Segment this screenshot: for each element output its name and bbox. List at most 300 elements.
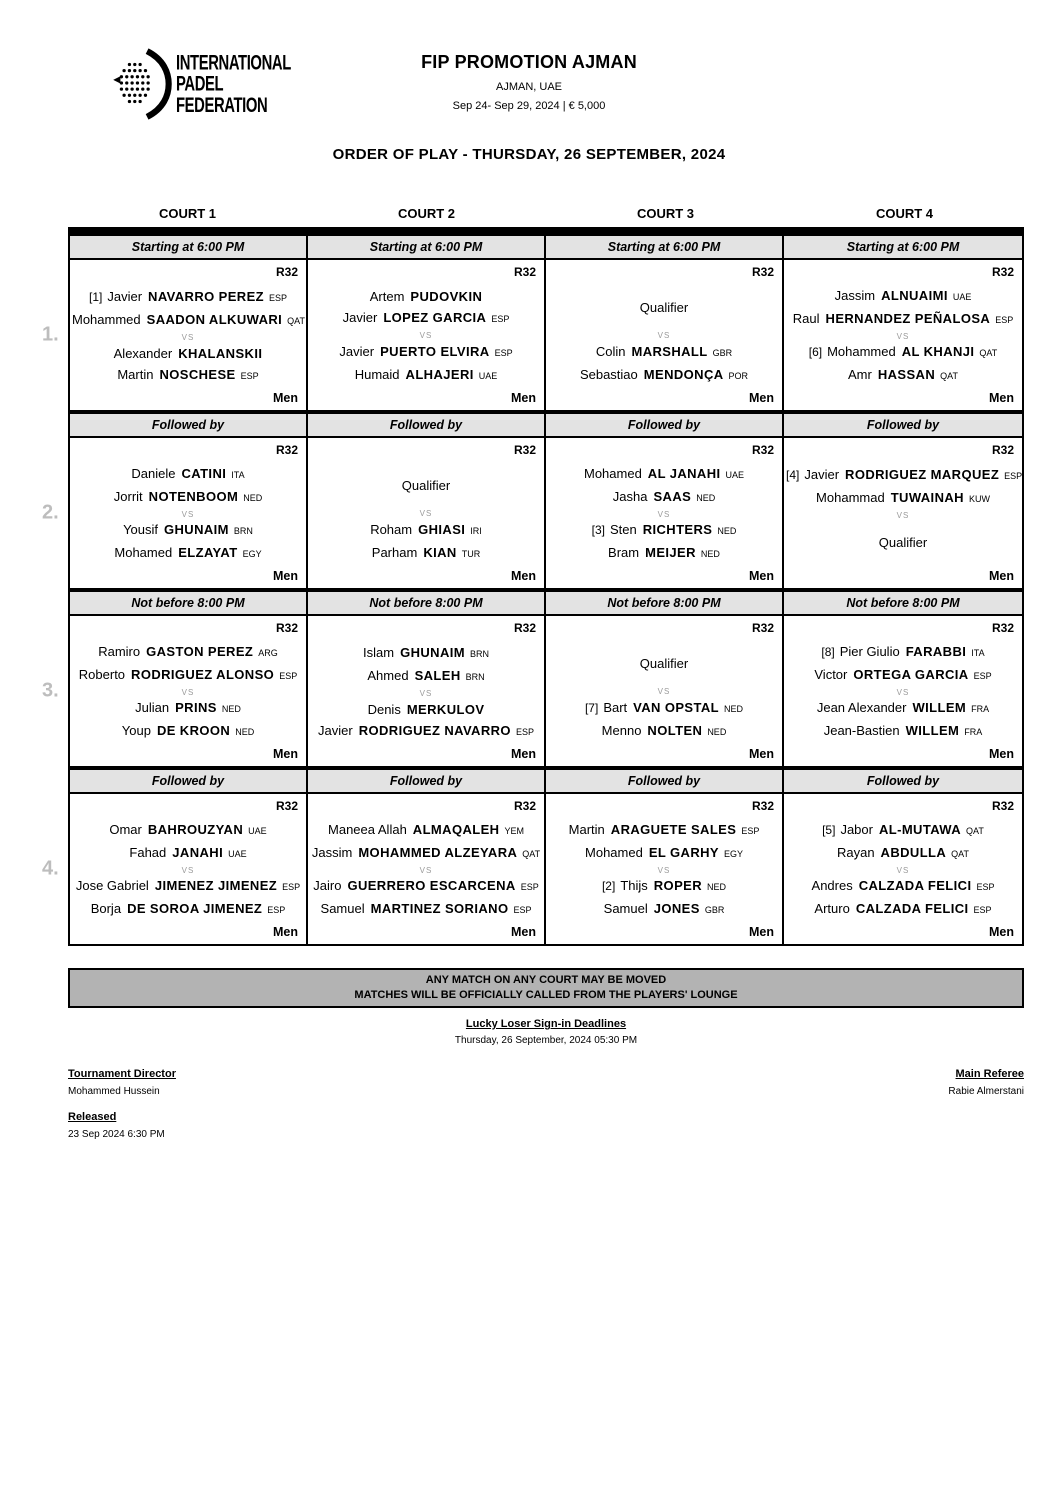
time-header-row bbox=[68, 590, 1024, 616]
round-label: R32 bbox=[275, 443, 298, 457]
time-header-cell: Starting at 6:00 PM bbox=[846, 240, 960, 254]
player-first-name: Parham bbox=[371, 544, 418, 560]
player-line bbox=[72, 309, 304, 332]
player-line bbox=[72, 519, 304, 542]
match-cell-court-1 bbox=[70, 616, 308, 766]
player-first-name: Mohamed bbox=[583, 465, 642, 481]
player-last-name: ALNUAIMI bbox=[881, 287, 948, 303]
schedule-table bbox=[42, 206, 1024, 1140]
player-line bbox=[548, 842, 780, 865]
team-2 bbox=[786, 521, 1020, 565]
player-last-name: RODRIGUEZ NAVARRO bbox=[358, 722, 511, 738]
player-last-name: GHIASI bbox=[418, 521, 466, 537]
time-header-cell: Followed by bbox=[866, 774, 940, 788]
match-cell-court-4 bbox=[784, 438, 1022, 588]
player-last-name: MENDONÇA bbox=[643, 366, 724, 382]
player-country-code: ESP bbox=[995, 314, 1014, 325]
match-cell-court-3 bbox=[546, 438, 784, 588]
player-last-name: ROPER bbox=[653, 878, 702, 894]
player-line bbox=[548, 720, 780, 743]
player-line bbox=[72, 486, 304, 509]
team-2 bbox=[786, 876, 1020, 922]
court-title-1: COURT 1 bbox=[158, 206, 217, 221]
player-country-code: GBR bbox=[704, 905, 725, 916]
notice-line: ANY MATCH ON ANY COURT MAY BE MOVED bbox=[425, 974, 667, 986]
player-line bbox=[310, 542, 542, 565]
player-country-code: BRN bbox=[469, 648, 489, 659]
player-first-name: Samuel bbox=[603, 901, 648, 917]
row-number: 2. bbox=[42, 501, 59, 524]
player-line bbox=[72, 664, 304, 687]
player-country-code: FRA bbox=[971, 704, 990, 715]
player-country-code: EGY bbox=[242, 549, 262, 560]
category-label: Men bbox=[989, 925, 1014, 939]
player-line bbox=[310, 875, 542, 898]
officials-footer bbox=[68, 1068, 1024, 1140]
team-1 bbox=[310, 642, 542, 688]
round-label: R32 bbox=[513, 799, 536, 813]
vs-label: VS bbox=[657, 686, 671, 696]
player-country-code: ITA bbox=[231, 469, 245, 480]
player-line bbox=[548, 364, 780, 387]
player-line bbox=[786, 308, 1020, 331]
tournament-director-label: Tournament Director bbox=[68, 1068, 176, 1080]
team-2 bbox=[786, 342, 1020, 388]
player-first-name: Jassim bbox=[311, 844, 353, 860]
schedule-section-3 bbox=[42, 590, 1024, 768]
player-first-name: Yousif bbox=[123, 522, 158, 538]
player-country-code: NED bbox=[696, 492, 716, 503]
released-label: Released bbox=[68, 1111, 117, 1123]
match-row-3 bbox=[42, 616, 1024, 768]
match-teams bbox=[310, 641, 542, 743]
player-first-name: Rayan bbox=[836, 844, 875, 860]
time-header-cell: Followed by bbox=[546, 414, 784, 436]
player-country-code: UAE bbox=[725, 469, 745, 480]
match-cell-court-3 bbox=[546, 794, 784, 944]
category-label: Men bbox=[273, 747, 298, 761]
court-titles-row bbox=[68, 206, 1024, 227]
player-line bbox=[310, 720, 542, 743]
player-last-name: CALZADA FELICI bbox=[855, 901, 969, 917]
order-of-play-title: ORDER OF PLAY - THURSDAY, 26 SEPTEMBER, 2024 bbox=[332, 146, 726, 163]
player-country-code: EGY bbox=[723, 848, 743, 859]
player-last-name: HASSAN bbox=[877, 367, 936, 383]
player-last-name: ALMAQALEH bbox=[412, 821, 500, 837]
player-first-name: Javier bbox=[339, 343, 375, 359]
player-country-code: UAE bbox=[228, 848, 247, 859]
round-label: R32 bbox=[275, 799, 298, 813]
player-last-name: FARABBI bbox=[905, 643, 967, 659]
player-last-name: GHUNAIM bbox=[164, 522, 229, 538]
player-first-name: Artem bbox=[369, 288, 405, 304]
player-last-name: SALEH bbox=[414, 667, 461, 683]
player-last-name: ORTEGA GARCIA bbox=[853, 666, 969, 682]
player-line bbox=[72, 875, 304, 898]
player-first-name: Raul bbox=[792, 310, 820, 326]
player-line bbox=[72, 542, 304, 565]
player-line bbox=[548, 898, 780, 921]
player-first-name: Arturo bbox=[814, 901, 850, 917]
match-cell-court-4 bbox=[784, 616, 1022, 766]
player-line bbox=[72, 720, 304, 743]
player-first-name: Thijs bbox=[620, 878, 648, 894]
team-2 bbox=[310, 341, 542, 387]
category-label: Men bbox=[749, 391, 774, 405]
player-last-name: RICHTERS bbox=[642, 522, 713, 538]
player-country-code: TUR bbox=[461, 548, 481, 559]
event-header bbox=[0, 52, 1058, 112]
player-line bbox=[548, 341, 780, 364]
player-last-name: WILLEM bbox=[905, 723, 960, 739]
player-country-code: ESP bbox=[520, 882, 539, 893]
vs-label: VS bbox=[419, 508, 433, 518]
player-last-name: MARSHALL bbox=[631, 343, 708, 359]
player-country-code: QAT bbox=[522, 848, 541, 859]
player-first-name: Bram bbox=[608, 545, 640, 561]
player-country-code: GBR bbox=[712, 347, 733, 358]
player-first-name: Javier bbox=[318, 722, 353, 738]
team-2 bbox=[72, 876, 304, 922]
qualifier-placeholder: Qualifier bbox=[401, 478, 451, 493]
vs-label: VS bbox=[181, 865, 195, 875]
match-teams bbox=[786, 285, 1020, 387]
player-last-name: SAADON ALKUWARI bbox=[146, 311, 283, 327]
player-first-name: Mohammed bbox=[827, 344, 896, 360]
player-first-name: Mohamed bbox=[114, 545, 173, 561]
player-first-name: Youp bbox=[121, 723, 151, 739]
team-1 bbox=[786, 641, 1020, 687]
logo-text-line: INTERNATIONAL bbox=[176, 50, 291, 75]
player-country-code: KUW bbox=[968, 493, 990, 504]
team-1 bbox=[786, 285, 1020, 331]
player-country-code: QAT bbox=[966, 825, 984, 836]
player-first-name: Jabor bbox=[840, 821, 873, 837]
player-first-name: Menno bbox=[601, 722, 642, 738]
match-row-2 bbox=[42, 438, 1024, 590]
vs-label: VS bbox=[419, 688, 433, 698]
vs-label: VS bbox=[896, 331, 910, 341]
player-first-name: Jasha bbox=[612, 488, 648, 504]
round-label: R32 bbox=[991, 443, 1014, 457]
player-first-name: Sebastiao bbox=[579, 366, 638, 382]
player-seed: [7] bbox=[584, 700, 599, 715]
player-last-name: KHALANSKII bbox=[178, 345, 263, 361]
category-label: Men bbox=[749, 569, 774, 583]
player-seed: [1] bbox=[89, 289, 103, 304]
player-last-name: BAHROUZYAN bbox=[147, 821, 244, 837]
player-first-name: Humaid bbox=[354, 366, 400, 382]
match-teams bbox=[786, 819, 1020, 921]
player-first-name: Mohammad bbox=[816, 489, 885, 505]
player-line bbox=[72, 364, 304, 387]
player-last-name: KIAN bbox=[423, 544, 457, 560]
player-last-name: GUERRERO ESCARCENA bbox=[347, 878, 516, 894]
match-teams bbox=[310, 819, 542, 921]
player-last-name: WILLEM bbox=[912, 700, 967, 716]
player-last-name: DE SOROA JIMENEZ bbox=[127, 901, 263, 917]
logo-text-line: FEDERATION bbox=[176, 93, 268, 118]
player-first-name: Julian bbox=[135, 700, 170, 716]
player-first-name: Martin bbox=[117, 366, 154, 382]
player-country-code: QAT bbox=[287, 315, 305, 326]
round-label: R32 bbox=[751, 621, 774, 635]
player-last-name: RODRIGUEZ ALONSO bbox=[131, 666, 275, 682]
player-seed: [3] bbox=[591, 523, 605, 538]
player-country-code: QAT bbox=[951, 848, 970, 859]
category-label: Men bbox=[989, 569, 1014, 583]
player-country-code: ESP bbox=[240, 370, 259, 381]
player-country-code: IRI bbox=[470, 525, 482, 536]
player-line bbox=[72, 641, 304, 664]
player-line bbox=[310, 286, 542, 307]
player-seed: [8] bbox=[821, 644, 835, 659]
logo-text-line: PADEL bbox=[176, 72, 224, 96]
player-line bbox=[310, 819, 542, 842]
round-label: R32 bbox=[991, 799, 1014, 813]
round-label: R32 bbox=[513, 443, 536, 457]
category-label: Men bbox=[273, 925, 298, 939]
match-cell-court-1 bbox=[70, 438, 308, 588]
player-first-name: Omar bbox=[109, 821, 142, 837]
player-line bbox=[548, 486, 780, 509]
player-country-code: ESP bbox=[515, 726, 534, 737]
vs-label: VS bbox=[896, 510, 910, 520]
match-teams bbox=[548, 641, 780, 743]
player-country-code: ESP bbox=[267, 905, 286, 916]
vs-label: VS bbox=[181, 687, 195, 697]
team-1 bbox=[72, 286, 304, 332]
player-line bbox=[310, 364, 542, 387]
player-first-name: Mohammed bbox=[72, 311, 141, 327]
team-1 bbox=[786, 464, 1023, 510]
player-seed: [4] bbox=[786, 467, 800, 482]
match-cell-court-3 bbox=[546, 616, 784, 766]
player-line bbox=[310, 898, 542, 921]
team-1 bbox=[310, 464, 542, 508]
team-2 bbox=[786, 698, 1020, 744]
player-last-name: MERKULOV bbox=[406, 701, 485, 717]
player-last-name: CALZADA FELICI bbox=[858, 878, 972, 894]
player-first-name: Denis bbox=[367, 701, 401, 717]
player-first-name: Alexander bbox=[113, 345, 173, 361]
vs-label: VS bbox=[181, 509, 195, 519]
lucky-loser-title: Lucky Loser Sign-in Deadlines bbox=[465, 1018, 627, 1030]
match-teams bbox=[786, 463, 1023, 565]
player-country-code: ESP bbox=[976, 882, 995, 893]
time-header-row bbox=[68, 768, 1024, 794]
player-last-name: PUERTO ELVIRA bbox=[380, 343, 490, 359]
player-first-name: Borja bbox=[90, 901, 122, 917]
team-2 bbox=[310, 876, 542, 922]
time-header-row bbox=[68, 234, 1024, 260]
team-2 bbox=[310, 519, 542, 565]
player-last-name: CATINI bbox=[181, 465, 227, 481]
player-last-name: PRINS bbox=[175, 700, 217, 716]
event-title: FIP PROMOTION AJMAN bbox=[421, 52, 637, 72]
player-last-name: MEIJER bbox=[645, 545, 696, 561]
player-country-code: ESP bbox=[282, 882, 301, 893]
player-country-code: NED bbox=[221, 704, 241, 715]
player-line bbox=[310, 665, 542, 688]
court-title-2: COURT 2 bbox=[397, 206, 456, 221]
player-country-code: ESP bbox=[513, 905, 532, 916]
player-line bbox=[72, 463, 304, 486]
player-first-name: Javier bbox=[804, 466, 840, 482]
player-last-name: AL KHANJI bbox=[901, 344, 975, 360]
time-header-cell: Not before 8:00 PM bbox=[70, 592, 308, 614]
match-cell-court-1 bbox=[70, 794, 308, 944]
time-header-cell: Followed by bbox=[308, 414, 546, 436]
team-1 bbox=[72, 819, 304, 865]
player-line bbox=[786, 819, 1020, 842]
player-line bbox=[786, 664, 1020, 687]
match-teams bbox=[548, 463, 780, 565]
category-label: Men bbox=[989, 747, 1014, 761]
player-first-name: Javier bbox=[342, 309, 378, 325]
category-label: Men bbox=[511, 391, 536, 405]
main-referee-name: Rabie Almerstani bbox=[948, 1086, 1024, 1097]
schedule-sections bbox=[42, 234, 1024, 946]
player-line bbox=[310, 642, 542, 665]
player-last-name: ELZAYAT bbox=[178, 545, 238, 561]
player-last-name: DE KROON bbox=[156, 723, 231, 739]
player-country-code: QAT bbox=[940, 371, 958, 382]
player-last-name: MARTINEZ SORIANO bbox=[370, 901, 509, 917]
round-label: R32 bbox=[513, 621, 536, 635]
time-header-cell: Not before 8:00 PM bbox=[846, 596, 960, 610]
category-label: Men bbox=[749, 747, 774, 761]
player-line bbox=[72, 697, 304, 720]
match-teams bbox=[72, 819, 304, 921]
team-1 bbox=[548, 819, 780, 865]
vs-label: VS bbox=[657, 865, 671, 875]
released-datetime: 23 Sep 2024 6:30 PM bbox=[68, 1129, 165, 1140]
row-number: 3. bbox=[42, 679, 59, 702]
player-last-name: RODRIGUEZ MARQUEZ bbox=[845, 466, 1000, 482]
player-line bbox=[786, 720, 1020, 743]
player-last-name: HERNANDEZ PEÑALOSA bbox=[825, 310, 991, 326]
player-line bbox=[548, 875, 780, 898]
player-last-name: NOTENBOOM bbox=[148, 488, 239, 504]
court-title-3: COURT 3 bbox=[636, 206, 695, 221]
player-country-code: BRN bbox=[233, 526, 253, 537]
round-label: R32 bbox=[991, 621, 1014, 635]
player-first-name: Jean Alexander bbox=[816, 700, 907, 716]
team-1 bbox=[548, 463, 780, 509]
event-location: AJMAN, UAE bbox=[495, 81, 562, 93]
player-country-code: ESP bbox=[491, 313, 510, 324]
player-first-name: Roham bbox=[370, 521, 413, 537]
time-header-cell: Not before 8:00 PM bbox=[546, 592, 784, 614]
main-referee-label: Main Referee bbox=[955, 1068, 1024, 1080]
player-first-name: Jassim bbox=[834, 287, 876, 303]
time-header-row bbox=[68, 412, 1024, 438]
player-last-name: PUDOVKIN bbox=[410, 288, 483, 304]
notice-line: MATCHES WILL BE OFFICIALLY CALLED FROM THE PLAYERS' LOUNGE bbox=[354, 989, 738, 1001]
category-label: Men bbox=[511, 747, 536, 761]
player-first-name: Ramiro bbox=[98, 643, 141, 659]
category-label: Men bbox=[273, 391, 298, 405]
team-2 bbox=[72, 698, 304, 744]
match-cell-court-2 bbox=[308, 616, 546, 766]
vs-label: VS bbox=[419, 865, 433, 875]
team-2 bbox=[548, 876, 780, 922]
player-line bbox=[548, 463, 780, 486]
schedule-section-2 bbox=[42, 412, 1024, 590]
player-country-code: NED bbox=[707, 882, 727, 893]
player-first-name: Roberto bbox=[78, 666, 126, 682]
player-country-code: NED bbox=[717, 526, 737, 537]
vs-label: VS bbox=[419, 330, 433, 340]
player-first-name: Martin bbox=[568, 821, 605, 837]
player-country-code: ITA bbox=[971, 647, 985, 658]
team-2 bbox=[548, 341, 780, 387]
player-country-code: ESP bbox=[973, 670, 992, 681]
match-cell-court-2 bbox=[308, 438, 546, 588]
category-label: Men bbox=[749, 925, 774, 939]
round-label: R32 bbox=[751, 799, 774, 813]
player-line bbox=[786, 285, 1020, 308]
player-first-name: Sten bbox=[609, 522, 637, 538]
player-last-name: JANAHI bbox=[172, 844, 224, 860]
match-row-1 bbox=[42, 260, 1024, 412]
lucky-loser-deadline: Thursday, 26 September, 2024 05:30 PM bbox=[454, 1035, 638, 1046]
player-last-name: TUWAINAH bbox=[890, 489, 964, 505]
player-line bbox=[72, 343, 304, 364]
category-label: Men bbox=[511, 925, 536, 939]
player-line bbox=[310, 341, 542, 364]
round-label: R32 bbox=[751, 265, 774, 279]
tournament-director-name: Mohammed Hussein bbox=[68, 1086, 160, 1097]
team-1 bbox=[786, 819, 1020, 865]
match-teams bbox=[310, 463, 542, 565]
player-country-code: BRN bbox=[465, 671, 485, 682]
player-country-code: ESP bbox=[268, 292, 287, 303]
notice-banner bbox=[68, 968, 1024, 1008]
player-seed: [6] bbox=[808, 345, 823, 360]
team-2 bbox=[72, 343, 304, 387]
player-first-name: Bart bbox=[603, 699, 628, 715]
player-line bbox=[548, 542, 780, 565]
player-last-name: SAAS bbox=[653, 488, 692, 504]
player-country-code: ARG bbox=[258, 647, 278, 658]
match-cell-court-4 bbox=[784, 794, 1022, 944]
team-1 bbox=[72, 641, 304, 687]
time-header-cell: Starting at 6:00 PM bbox=[546, 236, 784, 258]
footer-right-column bbox=[948, 1068, 1024, 1140]
player-line bbox=[72, 898, 304, 921]
match-teams bbox=[310, 285, 542, 387]
player-last-name: NAVARRO PEREZ bbox=[148, 288, 264, 304]
player-country-code: UAE bbox=[952, 291, 972, 302]
team-1 bbox=[548, 286, 780, 330]
player-country-code: ESP bbox=[494, 347, 513, 358]
row-number: 1. bbox=[42, 323, 59, 346]
player-last-name: MOHAMMED ALZEYARA bbox=[358, 844, 518, 860]
match-teams bbox=[548, 285, 780, 387]
player-first-name: Maneea Allah bbox=[328, 821, 407, 837]
player-first-name: Mohamed bbox=[585, 844, 643, 860]
schedule-section-4 bbox=[42, 768, 1024, 946]
match-cell-court-2 bbox=[308, 260, 546, 410]
time-header-cell: Followed by bbox=[308, 770, 546, 792]
time-header-cell: Starting at 6:00 PM bbox=[308, 236, 546, 258]
match-cell-court-1 bbox=[70, 260, 308, 410]
player-seed: [5] bbox=[822, 822, 836, 837]
player-first-name: Daniele bbox=[131, 465, 176, 481]
player-first-name: Jorrit bbox=[113, 488, 143, 504]
